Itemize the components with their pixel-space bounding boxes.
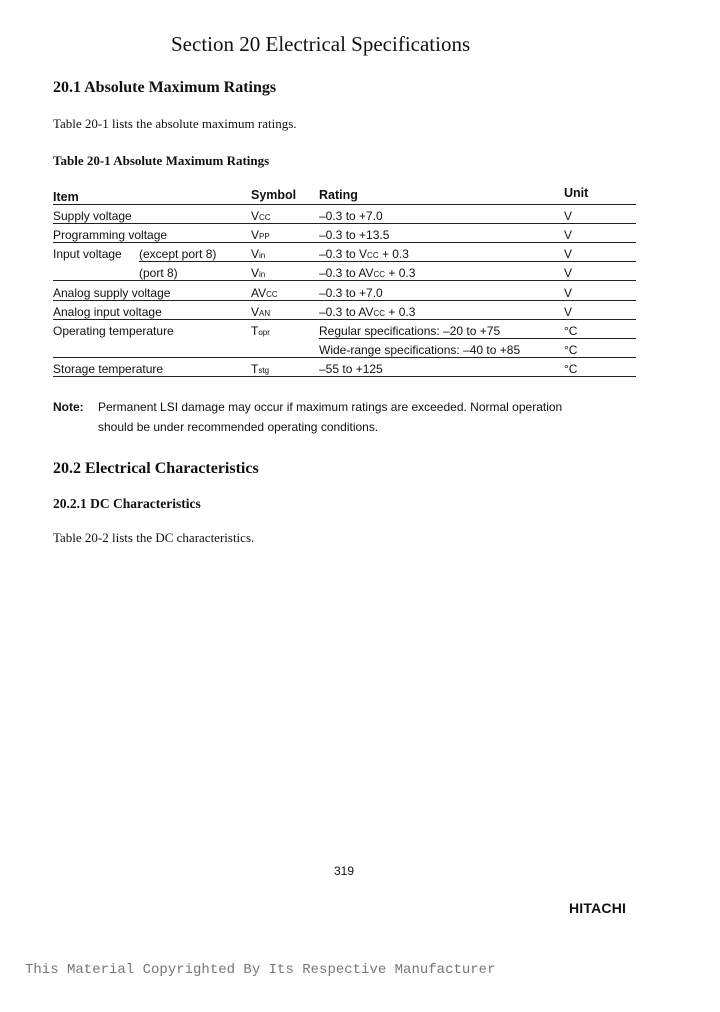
- symbol-main: V: [251, 305, 260, 319]
- page-number: 319: [334, 864, 355, 878]
- rating-main: Wide-range specifications: –40 to +85: [319, 343, 521, 357]
- cell-symbol: [251, 324, 270, 340]
- symbol-subscript: stg: [258, 366, 270, 375]
- paragraph-20-1: Table 20-1 lists the absolute maximum ratings.: [53, 116, 297, 131]
- cell-rating: [319, 324, 500, 338]
- cell-unit: °C: [564, 362, 578, 376]
- row-rule: [53, 376, 636, 377]
- col-header-unit: Unit: [564, 186, 589, 200]
- rating-tail: + 0.3: [385, 305, 416, 319]
- symbol-subscript: in: [259, 251, 266, 260]
- cell-item: Programming voltage: [53, 228, 168, 242]
- cell-item: Input voltage: [53, 247, 122, 261]
- symbol-main: V: [251, 247, 260, 261]
- symbol-subscript: opr: [258, 328, 270, 337]
- rating-subscript: CC: [373, 309, 386, 318]
- cell-unit: V: [564, 247, 573, 261]
- symbol-subscript: in: [259, 270, 266, 279]
- symbol-main: V: [251, 228, 260, 242]
- cell-item: Storage temperature: [53, 362, 164, 376]
- section-title: Section 20 Electrical Specifications: [171, 32, 471, 56]
- row-rule: [53, 357, 636, 358]
- cell-rating: [319, 286, 383, 300]
- symbol-subscript: AN: [259, 309, 271, 318]
- cell-item: Operating temperature: [53, 324, 174, 338]
- cell-rating: [319, 209, 383, 223]
- rating-subscript: CC: [367, 251, 379, 260]
- note-text-line-1: Permanent LSI damage may occur if maximum ratings are exceeded. Normal operation: [98, 400, 563, 414]
- cell-rating: [319, 228, 389, 242]
- note-text-line-2: should be under recommended operating conditions.: [98, 420, 379, 434]
- cell-unit: V: [564, 286, 573, 300]
- cell-unit: °C: [564, 324, 578, 338]
- rating-main: –0.3 to AV: [319, 266, 374, 280]
- symbol-main: T: [251, 324, 259, 338]
- cell-item: Analog supply voltage: [53, 286, 171, 300]
- cell-unit: V: [564, 209, 573, 223]
- cell-rating: [319, 343, 520, 357]
- note-label: Note:: [53, 400, 84, 414]
- row-rule: [53, 280, 636, 281]
- row-rule-partial: [319, 338, 636, 339]
- rating-tail: + 0.3: [378, 247, 409, 261]
- row-rule: [53, 242, 636, 243]
- rating-subscript: CC: [373, 270, 386, 279]
- cell-unit: V: [564, 228, 573, 242]
- symbol-subscript: CC: [259, 213, 271, 222]
- table-caption: Table 20-1 Absolute Maximum Ratings: [53, 153, 270, 168]
- rating-main: –0.3 to V: [319, 247, 368, 261]
- rating-main: –0.3 to +7.0: [319, 209, 383, 223]
- cell-item: Supply voltage: [53, 209, 132, 223]
- cell-item-note: (except port 8): [139, 247, 217, 261]
- cell-unit: V: [564, 305, 573, 319]
- paragraph-20-2: Table 20-2 lists the DC characteristics.: [53, 530, 255, 545]
- brand-logo-text: HITACHI: [569, 900, 627, 916]
- symbol-subscript: PP: [259, 232, 270, 241]
- row-rule: [53, 300, 636, 301]
- cell-unit: V: [564, 266, 573, 280]
- rating-main: –55 to +125: [319, 362, 383, 376]
- symbol-subscript: CC: [266, 290, 278, 299]
- row-rule: [53, 319, 636, 320]
- cell-rating: [319, 362, 383, 376]
- rating-main: –0.3 to AV: [319, 305, 374, 319]
- symbol-main: T: [251, 362, 259, 376]
- rating-main: Regular specifications: –20 to +75: [319, 324, 501, 338]
- row-rule-partial: [139, 261, 636, 262]
- cell-item: Analog input voltage: [53, 305, 162, 319]
- cell-unit: °C: [564, 343, 578, 357]
- rating-main: –0.3 to +13.5: [319, 228, 390, 242]
- rating-main: –0.3 to +7.0: [319, 286, 383, 300]
- copyright-watermark: This Material Copyrighted By Its Respective Manufacturer: [25, 962, 496, 978]
- heading-20-2-1: 20.2.1 DC Characteristics: [53, 496, 201, 511]
- rating-tail: + 0.3: [385, 266, 416, 280]
- col-header-rating: Rating: [319, 188, 358, 202]
- col-header-symbol: Symbol: [251, 188, 297, 202]
- cell-item-note: (port 8): [139, 266, 178, 280]
- symbol-main: AV: [251, 286, 267, 300]
- header-rule: [53, 204, 636, 205]
- heading-20-1: 20.1 Absolute Maximum Ratings: [53, 79, 277, 96]
- row-rule: [53, 223, 636, 224]
- symbol-main: V: [251, 209, 260, 223]
- heading-20-2: 20.2 Electrical Characteristics: [53, 460, 259, 477]
- symbol-main: V: [251, 266, 260, 280]
- col-header-item: Item: [53, 190, 79, 204]
